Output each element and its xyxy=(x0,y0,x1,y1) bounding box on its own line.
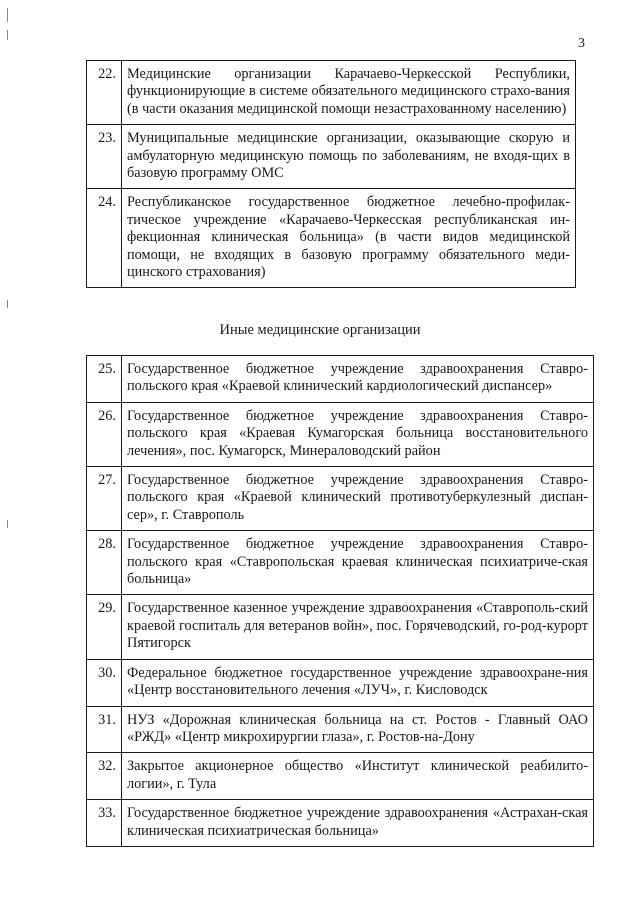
table-row xyxy=(87,125,576,189)
row-number: 33. xyxy=(87,800,122,847)
table-row xyxy=(87,659,594,706)
row-number: 29. xyxy=(87,595,122,659)
row-text: Государственное казенное учреждение здравоохранения «Ставрополь-ский краевой госпиталь для ветеранов войн», пос. Горячеводский, го-род-курорт Пятигорск xyxy=(122,595,594,659)
row-text: Государственное бюджетное учреждение здравоохранения Ставро-польского края «Краевая Кумагорская больница восстановительного лечения», пос. Кумагорск, Минераловодский район xyxy=(122,402,594,466)
row-number: 28. xyxy=(87,531,122,595)
row-number: 24. xyxy=(87,189,122,288)
row-text: Государственное бюджетное учреждение здравоохранения Ставро-польского края «Краевой клинический кардиологический диспансер» xyxy=(122,356,594,403)
row-text: Государственное бюджетное учреждение здравоохранения Ставро-польского края «Краевой клинический противотуберкулезный диспан-сер», г. Ставрополь xyxy=(122,467,594,531)
row-text: Медицинские организации Карачаево-Черкесской Республики, функционирующие в системе обязательного медицинского страхо-вания (в части оказания медицинской помощи незастрахованному населению) xyxy=(122,61,576,125)
table-row xyxy=(87,61,576,125)
row-text: НУЗ «Дорожная клиническая больница на ст. Ростов - Главный ОАО «РЖД» «Центр микрохирургии глаза», г. Ростов-на-Дону xyxy=(122,706,594,753)
table-row xyxy=(87,595,594,659)
row-number: 30. xyxy=(87,659,122,706)
row-number: 22. xyxy=(87,61,122,125)
row-text: Республиканское государственное бюджетное лечебно-профилак-тическое учреждение «Карачаево-Черкесская республиканская ин-фекционная клиническая больница» (в части видов медицинской помощи, не входящих в базовую программу обязательного меди-цинского страхования) xyxy=(122,189,576,288)
row-text: Федеральное бюджетное государственное учреждение здравоохране-ния «Центр восстановительного лечения «ЛУЧ», г. Кисловодск xyxy=(122,659,594,706)
row-text: Государственное бюджетное учреждение здравоохранения «Астрахан-ская клиническая психиатрическая больница» xyxy=(122,800,594,847)
table-row xyxy=(87,467,594,531)
table-row xyxy=(87,356,594,403)
row-number: 32. xyxy=(87,753,122,800)
table-row xyxy=(87,753,594,800)
row-text: Муниципальные медицинские организации, оказывающие скорую и амбулаторную медицинскую помощь по заболеваниям, не входя-щих в базовую программу ОМС xyxy=(122,125,576,189)
section-heading: Иные медицинские организации xyxy=(219,322,421,338)
organizations-table-bottom xyxy=(86,355,594,847)
row-text: Закрытое акционерное общество «Институт клинической реабилито-логии», г. Тула xyxy=(122,753,594,800)
table-row xyxy=(87,531,594,595)
organizations-table-top xyxy=(86,60,576,288)
row-number: 27. xyxy=(87,467,122,531)
table-row xyxy=(87,402,594,466)
row-number: 26. xyxy=(87,402,122,466)
page-number: 3 xyxy=(578,36,585,51)
table-row xyxy=(87,800,594,847)
table-row xyxy=(87,706,594,753)
row-number: 23. xyxy=(87,125,122,189)
row-text: Государственное бюджетное учреждение здравоохранения Ставро-польского края «Ставропольская краевая клиническая психиатриче-ская больница» xyxy=(122,531,594,595)
row-number: 25. xyxy=(87,356,122,403)
row-number: 31. xyxy=(87,706,122,753)
table-row xyxy=(87,189,576,288)
scan-margin-marks xyxy=(4,0,14,905)
